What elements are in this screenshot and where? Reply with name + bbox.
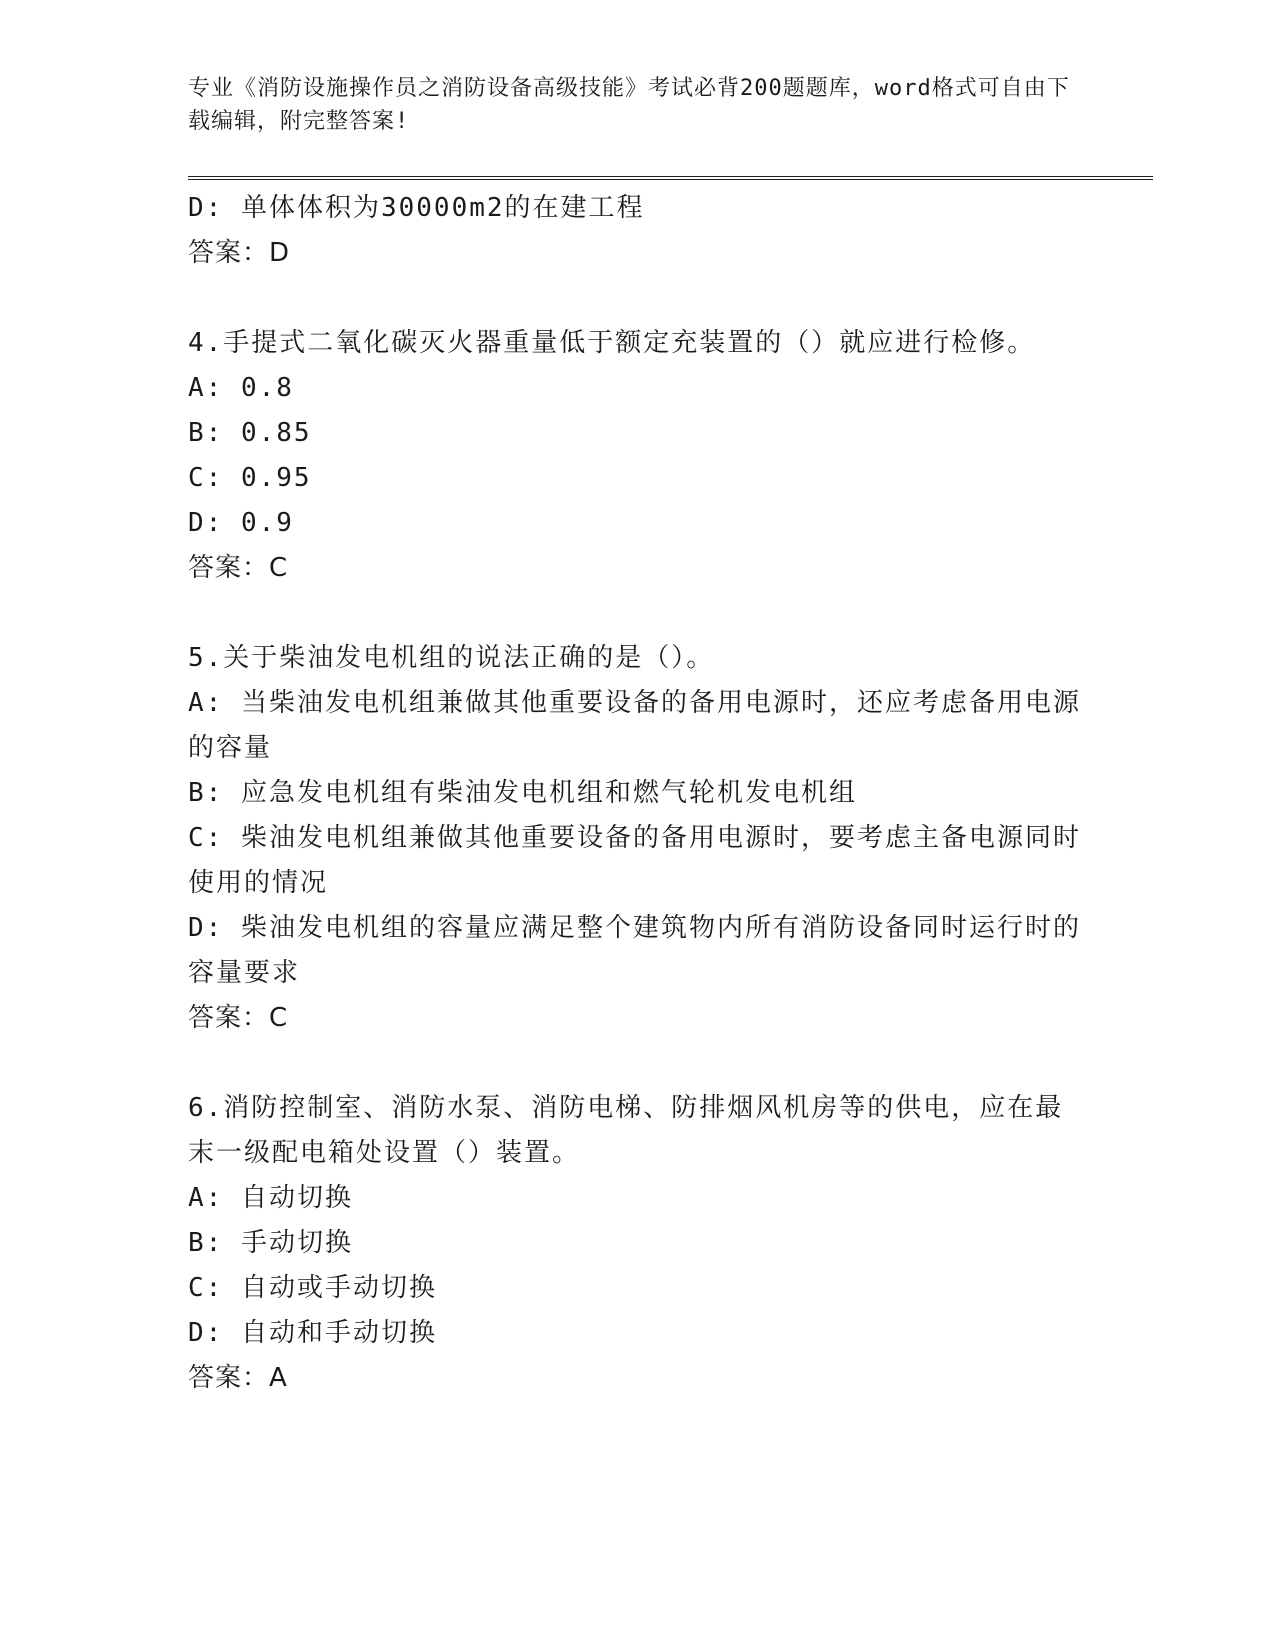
- option-a: A: 当柴油发电机组兼做其他重要设备的备用电源时，还应考虑备用电源的容量: [188, 688, 1081, 763]
- option-c: C: 0.95: [188, 463, 312, 493]
- option-b: B: 0.85: [188, 418, 312, 448]
- option-d: D: 0.9: [188, 508, 294, 538]
- answer-line: 答案：C: [188, 1003, 289, 1033]
- option-b: B: 手动切换: [188, 1228, 353, 1258]
- question-content: [188, 186, 1088, 1401]
- question-5: [188, 636, 1088, 1041]
- question-6: [188, 1086, 1088, 1401]
- spacer: [188, 276, 1088, 321]
- question-4: [188, 321, 1088, 591]
- option-d: D: 单体体积为30000m2的在建工程: [188, 193, 645, 223]
- option-d: D: 柴油发电机组的容量应满足整个建筑物内所有消防设备同时运行时的容量要求: [188, 913, 1081, 988]
- answer-line: 答案：C: [188, 553, 289, 583]
- previous-question-tail: [188, 186, 1088, 276]
- option-d: D: 自动和手动切换: [188, 1318, 437, 1348]
- option-b: B: 应急发电机组有柴油发电机组和燃气轮机发电机组: [188, 778, 857, 808]
- spacer: [188, 591, 1088, 636]
- question-stem: 4.手提式二氧化碳灭火器重量低于额定充装置的（）就应进行检修。: [188, 328, 1036, 358]
- question-stem: 6.消防控制室、消防水泵、消防电梯、防排烟风机房等的供电，应在最末一级配电箱处设置（）装置。: [188, 1093, 1064, 1168]
- option-a: A: 0.8: [188, 373, 294, 403]
- document-header: 专业《消防设施操作员之消防设备高级技能》考试必背200题题库，word格式可自由下载编辑，附完整答案!: [188, 76, 1070, 134]
- header-divider: [188, 176, 1153, 180]
- spacer: [188, 1041, 1088, 1086]
- answer-line: 答案：D: [188, 238, 291, 268]
- option-c: C: 柴油发电机组兼做其他重要设备的备用电源时，要考虑主备电源同时使用的情况: [188, 823, 1081, 898]
- option-c: C: 自动或手动切换: [188, 1273, 437, 1303]
- question-stem: 5.关于柴油发电机组的说法正确的是（）。: [188, 643, 715, 673]
- answer-line: 答案：A: [188, 1363, 288, 1393]
- option-a: A: 自动切换: [188, 1183, 353, 1213]
